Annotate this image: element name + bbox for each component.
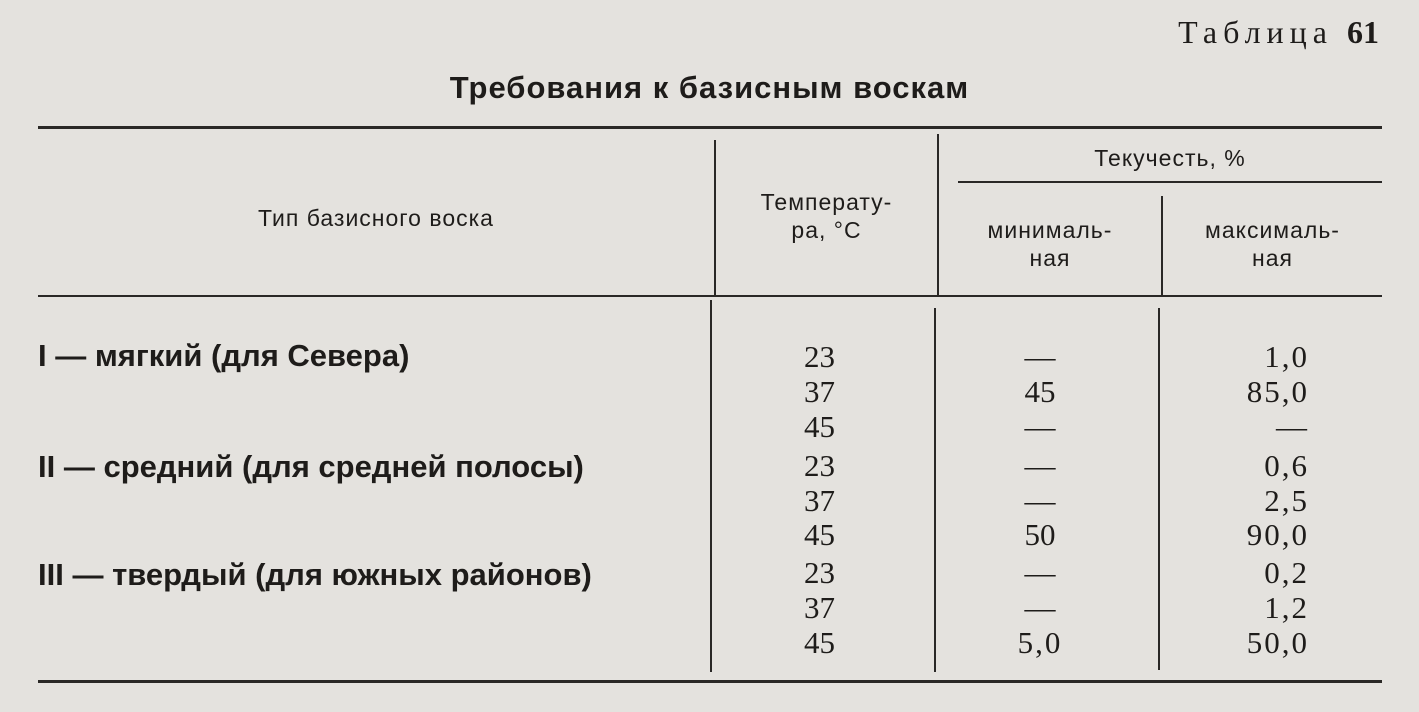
- wax-type-medium: II — средний (для средней полосы): [38, 449, 584, 484]
- cell-temp: 37: [804, 590, 835, 625]
- cell-temp: 45: [804, 625, 835, 660]
- cell-min: —: [1024, 448, 1056, 483]
- cell-max: 0,6: [1264, 448, 1309, 483]
- cell-max: 0,2: [1264, 555, 1309, 590]
- cell-max: —: [1276, 409, 1309, 444]
- table-title: Требования к базисным воскам: [449, 70, 970, 105]
- wax-type-hard: III — твердый (для южных районов): [38, 557, 592, 592]
- header-min: минималь- ная: [987, 217, 1113, 271]
- cell-max: 1,0: [1264, 339, 1309, 374]
- bottom-rule: [38, 680, 1382, 683]
- cell-min: —: [1024, 339, 1056, 374]
- cell-temp: 23: [804, 339, 835, 374]
- cell-max: 90,0: [1246, 517, 1309, 552]
- table-number-value: 61: [1347, 14, 1379, 50]
- cell-temp: 37: [804, 374, 835, 409]
- cell-temp: 23: [804, 555, 835, 590]
- col-divider-type-temp-body: [710, 300, 712, 672]
- cell-min: —: [1024, 590, 1056, 625]
- top-rule: [38, 126, 1382, 129]
- cell-min: —: [1024, 409, 1056, 444]
- table-number-label: Таблица: [1178, 14, 1333, 50]
- cell-max: 1,2: [1264, 590, 1309, 625]
- cell-max: 2,5: [1264, 483, 1309, 518]
- col-divider-temp-min-body: [934, 308, 936, 672]
- header-bottom-rule: [38, 295, 1382, 297]
- header-temperature: Температу- ра, °С: [760, 189, 893, 243]
- table-number: [1178, 14, 1379, 51]
- cell-min: —: [1024, 483, 1056, 518]
- cell-max: 85,0: [1246, 374, 1309, 409]
- cell-temp: 37: [804, 483, 835, 518]
- cell-max: 50,0: [1246, 625, 1309, 660]
- cell-temp: 45: [804, 409, 835, 444]
- wax-type-soft: I — мягкий (для Севера): [38, 338, 410, 373]
- cell-min: 50: [1024, 517, 1056, 552]
- col-divider-min-max-body: [1158, 308, 1160, 670]
- fluidity-subrule: [958, 181, 1382, 183]
- cell-temp: 45: [804, 517, 835, 552]
- header-type: Тип базисного воска: [258, 205, 494, 231]
- cell-min: 5,0: [1017, 625, 1063, 660]
- header-fluidity: Текучесть, %: [1094, 145, 1246, 171]
- cell-min: —: [1024, 555, 1056, 590]
- cell-min: 45: [1024, 374, 1056, 409]
- cell-temp: 23: [804, 448, 835, 483]
- header-max: максималь- ная: [1205, 217, 1340, 271]
